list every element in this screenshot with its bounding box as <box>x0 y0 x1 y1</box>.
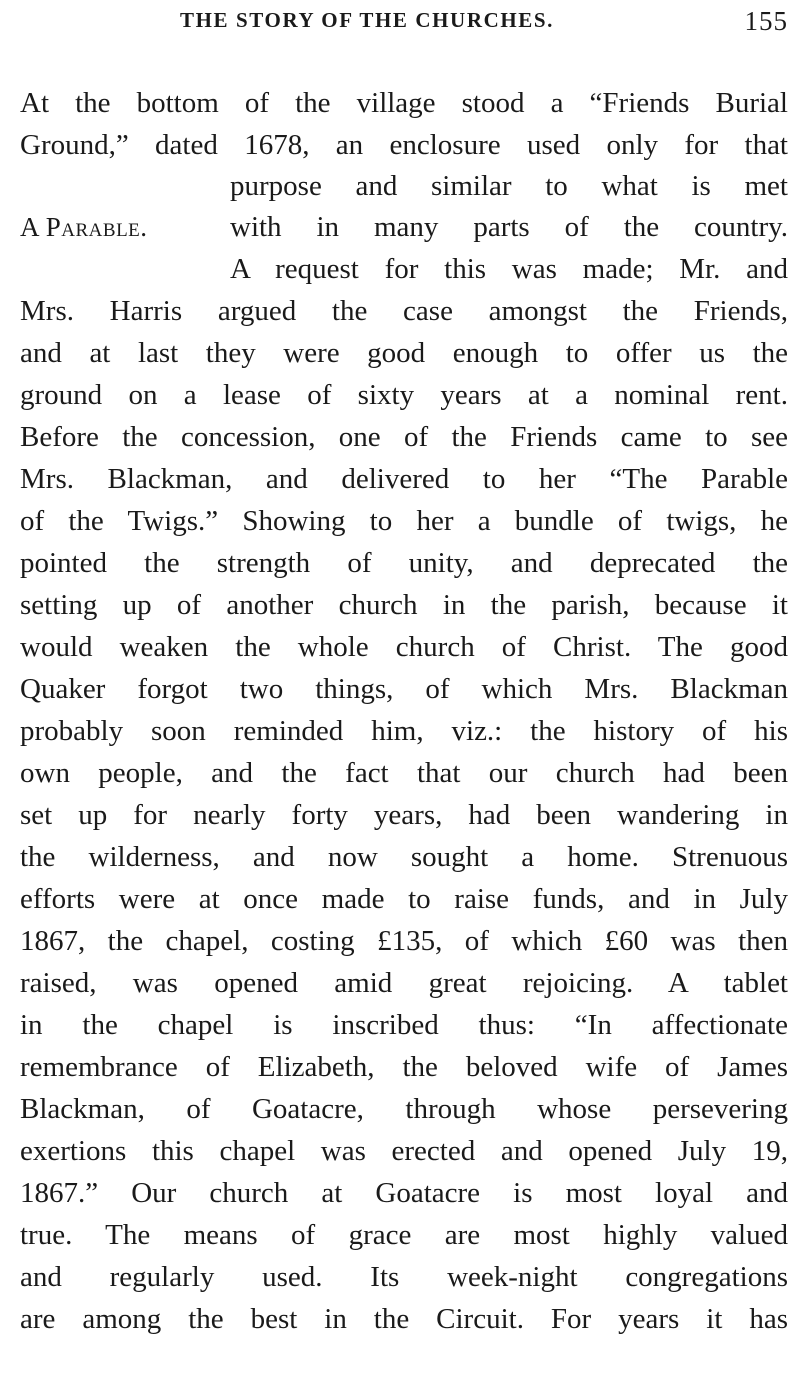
page-number: 155 <box>744 6 788 36</box>
text-line: Mrs. Blackman, and delivered to her “The Parable <box>20 463 788 495</box>
text-line: probably soon reminded him, viz.: the history of his <box>20 715 788 747</box>
margin-note: A Parable. <box>20 212 148 242</box>
text-line: Quaker forgot two things, of which Mrs. Blackman <box>20 673 788 705</box>
text-line: Mrs. Harris argued the case amongst the Friends, <box>20 295 788 327</box>
text-line: raised, was opened amid great rejoicing. A tablet <box>20 967 788 999</box>
text-line: At the bottom of the village stood a “Friends Burial <box>20 87 788 119</box>
text-line: and regularly used. Its week-night congregations <box>20 1261 788 1293</box>
text-line: Ground,” dated 1678, an enclosure used only for that <box>20 129 788 161</box>
text-line: pointed the strength of unity, and deprecated the <box>20 547 788 579</box>
text-line: true. The means of grace are most highly valued <box>20 1219 788 1251</box>
running-title: THE STORY OF THE CHURCHES. <box>180 8 555 32</box>
text-line: would weaken the whole church of Christ. The good <box>20 631 788 663</box>
text-line: efforts were at once made to raise funds, and in July <box>20 883 788 915</box>
text-line: in the chapel is inscribed thus: “In affectionate <box>20 1009 788 1041</box>
text-line: purpose and similar to what is met <box>230 170 788 202</box>
text-line: are among the best in the Circuit. For years it has <box>20 1303 788 1335</box>
text-line: 1867, the chapel, costing £135, of which £60 was then <box>20 925 788 957</box>
text-line: ground on a lease of sixty years at a nominal rent. <box>20 379 788 411</box>
text-line: with in many parts of the country. <box>230 211 788 243</box>
text-line: of the Twigs.” Showing to her a bundle of twigs, he <box>20 505 788 537</box>
text-line: A request for this was made; Mr. and <box>230 253 788 285</box>
text-line: setting up of another church in the parish, because it <box>20 589 788 621</box>
text-line: exertions this chapel was erected and opened July 19, <box>20 1135 788 1167</box>
text-line: Blackman, of Goatacre, through whose persevering <box>20 1093 788 1125</box>
text-line: and at last they were good enough to offer us the <box>20 337 788 369</box>
text-line: 1867.” Our church at Goatacre is most loyal and <box>20 1177 788 1209</box>
text-line: the wilderness, and now sought a home. Strenuous <box>20 841 788 873</box>
text-line: Before the concession, one of the Friends came to see <box>20 421 788 453</box>
text-line: remembrance of Elizabeth, the beloved wife of James <box>20 1051 788 1083</box>
running-head <box>0 4 800 44</box>
text-line: own people, and the fact that our church had been <box>20 757 788 789</box>
text-line: set up for nearly forty years, had been wandering in <box>20 799 788 831</box>
